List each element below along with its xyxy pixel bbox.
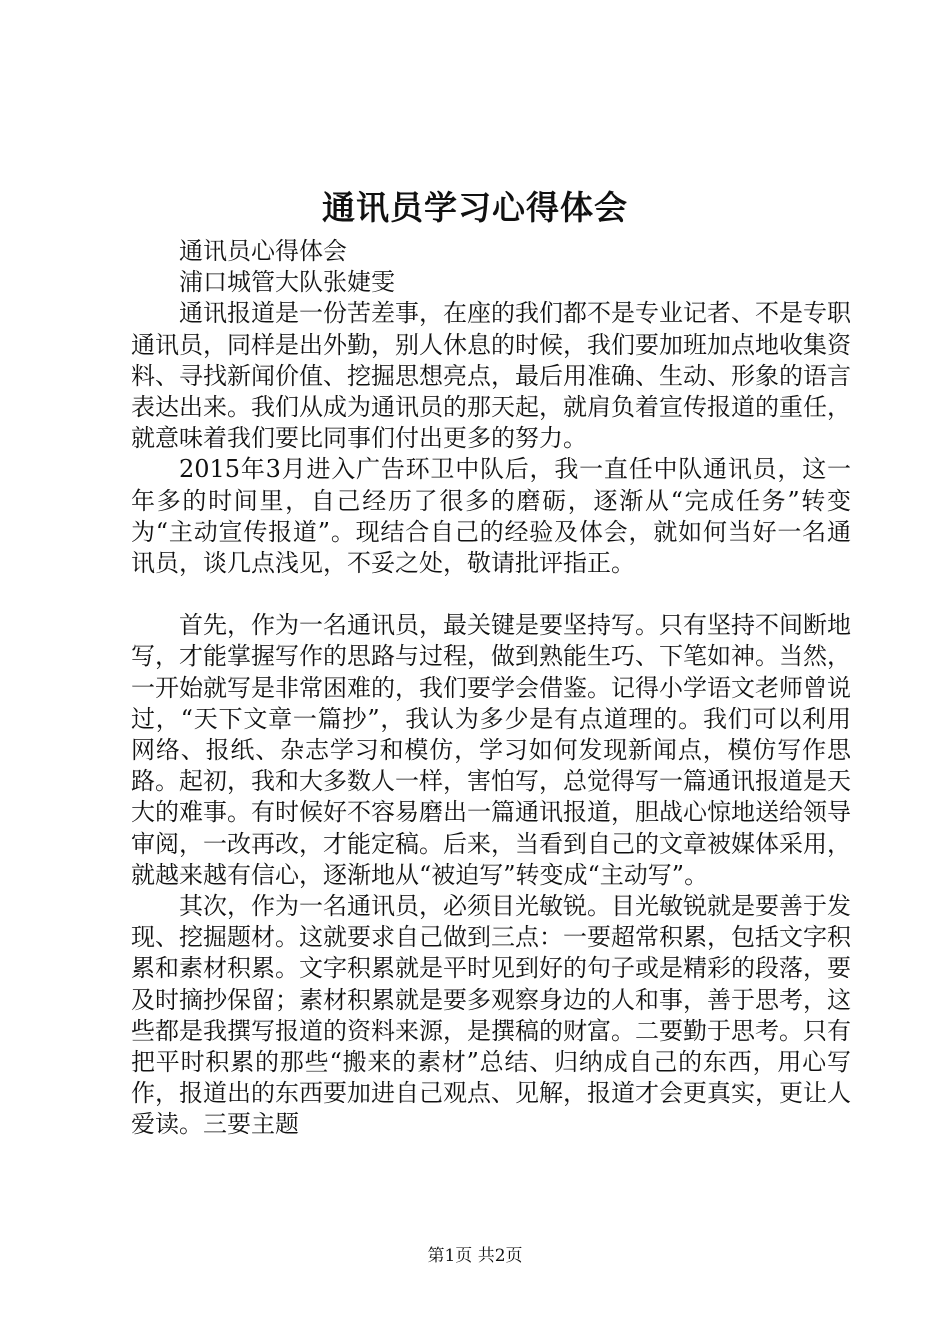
paragraph-author: 浦口城管大队张婕雯: [179, 268, 395, 297]
page-number-footer: 第1页 共2页: [427, 1246, 523, 1266]
paragraph-intro: 通讯报道是一份苦差事，在座的我们都不是专业记者、不是专职通讯员，同样是出外勤，别人休息的时候，我们要加班加点地收集资料、寻找新闻价值、挖掘思想亮点，最后用准确、生动、形象的语言表达出来。我们从成为通讯员的那天起，就肩负着宣传报道的重任，就意味着我们要比同事们付出更多的努力。: [131, 299, 851, 453]
paragraph-subtitle: 通讯员心得体会: [179, 237, 347, 265]
paragraph-second-point: 其次，作为一名通讯员，必须目光敏锐。目光敏锐就是要善于发现、挖掘题材。这就要求自己做到三点：一要超常积累，包括文字积累和素材积累。文字积累就是平时见到好的句子或是精彩的段落，要及时摘抄保留；素材积累就是要多观察身边的人和事，善于思考，这些都是我撰写报道的资料来源，是撰稿的财富。二要勤于思考。只有把平时积累的那些“搬来的素材”总结、归纳成自己的东西，用心写作，报道出的东西要加进自己观点、见解，报道才会更真实，更让人爱读。三要主题: [131, 892, 851, 1139]
document-title: 通讯员学习心得体会: [322, 188, 628, 227]
paragraph-background: 2015年3月进入广告环卫中队后，我一直任中队通讯员，这一年多的时间里，自己经历了很多的磨砺，逐渐从“完成任务”转变为“主动宣传报道”。现结合自己的经验及体会，就如何当好一名通讯员，谈几点浅见，不妥之处，敬请批评指正。: [131, 455, 851, 578]
paragraph-first-point: 首先，作为一名通讯员，最关键是要坚持写。只有坚持不间断地写，才能掌握写作的思路与过程，做到熟能生巧、下笔如神。当然，一开始就写是非常困难的，我们要学会借鉴。记得小学语文老师曾说过，“天下文章一篇抄”，我认为多少是有点道理的。我们可以利用网络、报纸、杂志学习和模仿，学习如何发现新闻点，模仿写作思路。起初，我和大多数人一样，害怕写，总觉得写一篇通讯报道是天大的难事。有时候好不容易磨出一篇通讯报道，胆战心惊地送给领导审阅，一改再改，才能定稿。后来，当看到自己的文章被媒体采用，就越来越有信心，逐渐地从“被迫写”转变成“主动写”。: [131, 611, 851, 889]
document-body: [131, 236, 851, 1141]
